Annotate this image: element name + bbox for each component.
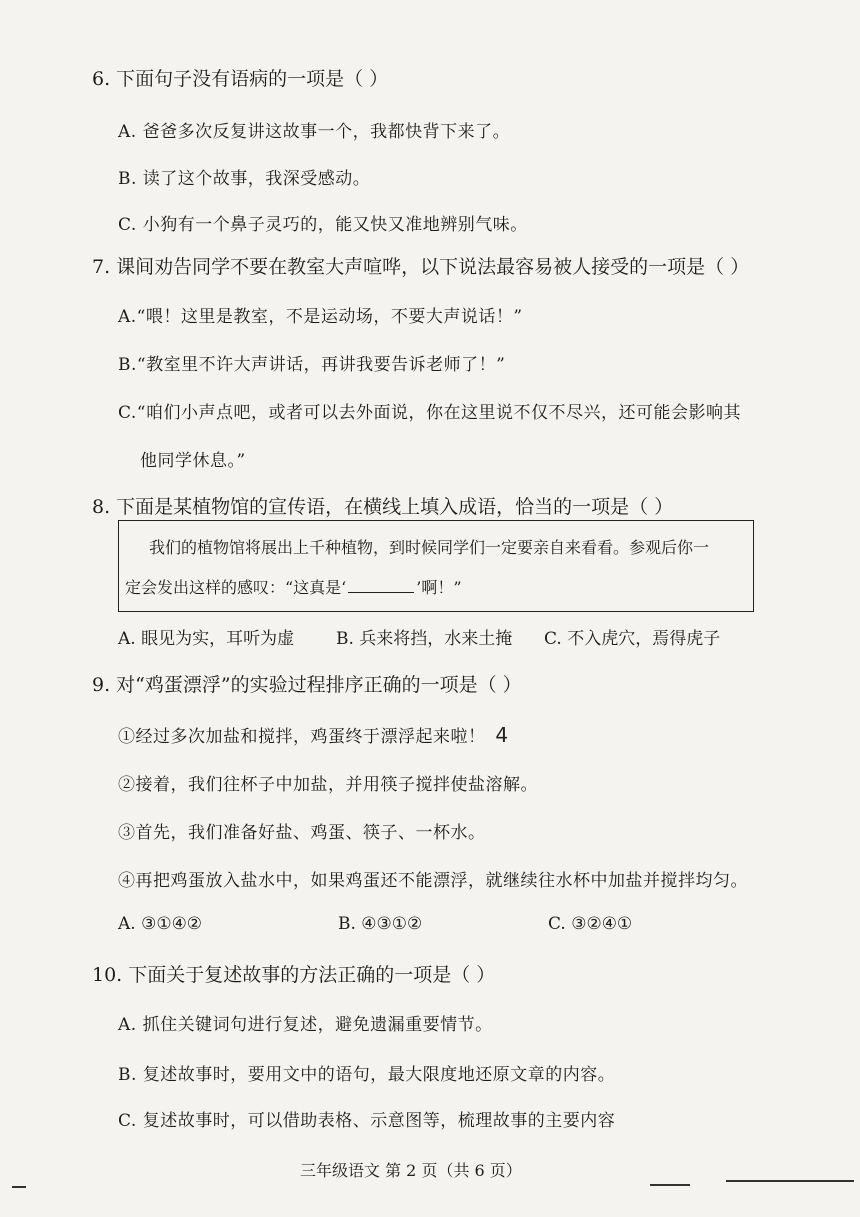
slogan-line-2 (125, 575, 462, 598)
slogan-line-1: 我们的植物馆将展出上千种植物，到时候同学们一定要亲自来看看。参观后你一 (149, 538, 710, 557)
question-7-option-c-line2: 他同学休息。” (140, 451, 246, 471)
slogan-line-2-prefix: 定会发出这样的感叹：“这真是‘ (125, 578, 347, 597)
question-6-option-a: A. 爸爸多次反复讲这故事一个，我都快背下来了。 (118, 122, 511, 142)
question-7-option-c-line1: C.“咱们小声点吧，或者可以去外面说，你在这里说不仅不尽兴，还可能会影响其 (118, 403, 741, 423)
question-9-step-1 (118, 722, 509, 747)
question-7-option-a: A.“喂！这里是教室，不是运动场，不要大声说话！” (118, 307, 523, 327)
question-8-option-c: C. 不入虎穴，焉得虎子 (544, 629, 721, 649)
question-9-step-2: ②接着，我们往杯子中加盐，并用筷子搅拌使盐溶解。 (118, 775, 538, 795)
scan-edge-mark (726, 1180, 854, 1182)
question-10-stem: 10. 下面关于复述故事的方法正确的一项是（ ） (92, 964, 496, 986)
question-10-option-a: A. 抓住关键词句进行复述，避免遗漏重要情节。 (118, 1015, 493, 1035)
question-9-stem: 9. 对“鸡蛋漂浮”的实验过程排序正确的一项是（ ） (92, 674, 522, 696)
scan-edge-mark (650, 1184, 690, 1186)
question-8-option-b: B. 兵来将挡，水来土掩 (336, 629, 513, 649)
question-9-option-b: B. ④③①② (338, 914, 423, 934)
question-9-option-a: A. ③①④② (118, 914, 203, 934)
question-9-step-1-text: ①经过多次加盐和搅拌，鸡蛋终于漂浮起来啦！ (118, 727, 486, 747)
question-6-stem: 6. 下面句子没有语病的一项是（ ） (92, 68, 389, 90)
question-9-step-3: ③首先，我们准备好盐、鸡蛋、筷子、一杯水。 (118, 823, 486, 843)
handwritten-mark: 4 (495, 723, 509, 747)
slogan-line-2-suffix: ’啊！” (416, 578, 462, 597)
question-9-step-4: ④再把鸡蛋放入盐水中，如果鸡蛋还不能漂浮，就继续往水杯中加盐并搅拌均匀。 (118, 871, 748, 891)
fill-in-blank (348, 576, 414, 593)
question-7-stem: 7. 课间劝告同学不要在教室大声喧哗，以下说法最容易被人接受的一项是（ ） (92, 256, 750, 278)
question-8-stem: 8. 下面是某植物馆的宣传语，在横线上填入成语，恰当的一项是（ ） (92, 496, 674, 518)
question-6-option-c: C. 小狗有一个鼻子灵巧的，能又快又准地辨别气味。 (118, 215, 528, 235)
question-9-option-c: C. ③②④① (548, 914, 633, 934)
question-10-option-c: C. 复述故事时，可以借助表格、示意图等，梳理故事的主要内容 (118, 1111, 616, 1131)
question-6-option-b: B. 读了这个故事，我深受感动。 (118, 169, 371, 189)
page-footer: 三年级语文 第 2 页（共 6 页） (300, 1161, 522, 1180)
question-8-slogan-box (118, 520, 754, 612)
question-10-option-b: B. 复述故事时，要用文中的语句，最大限度地还原文章的内容。 (118, 1065, 616, 1085)
question-8-option-a: A. 眼见为实，耳听为虚 (118, 629, 295, 649)
question-7-option-b: B.“教室里不许大声讲话，再讲我要告诉老师了！” (118, 355, 506, 375)
scan-edge-mark (12, 1186, 26, 1188)
